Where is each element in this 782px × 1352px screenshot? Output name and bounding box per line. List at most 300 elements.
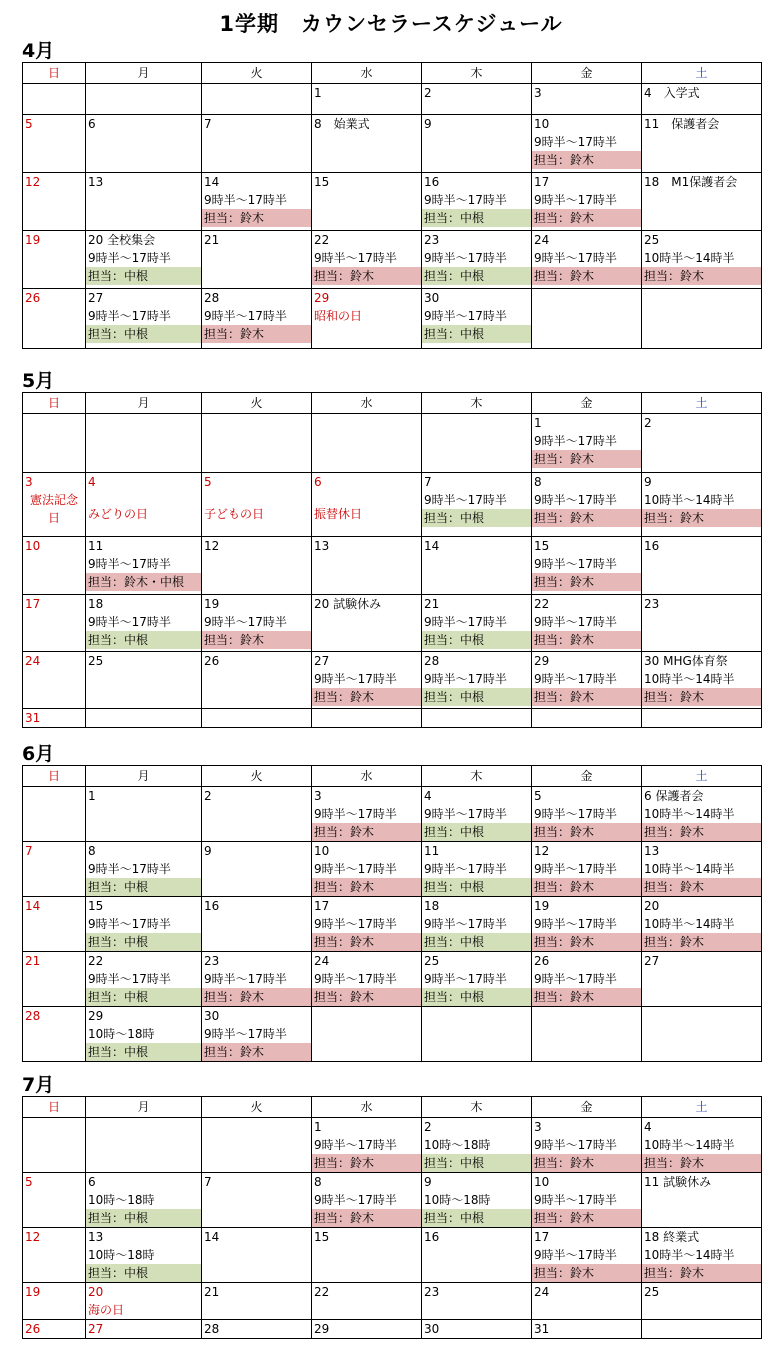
counselor-hours: 9時半～17時半 [204, 309, 287, 323]
day-cell [23, 595, 86, 652]
day-number: 25 [424, 954, 440, 968]
day-number: 7 [204, 117, 212, 131]
counselor-hours: 9時半～17時半 [88, 972, 171, 986]
day-number: 6 保護者会 [644, 789, 704, 803]
weekday-header: 木 [422, 766, 532, 787]
day-number: 10 [25, 539, 41, 553]
day-cell [532, 595, 642, 652]
counselor-assignment: 担当：鈴木 [642, 1154, 761, 1172]
weekday-header: 火 [202, 1097, 312, 1118]
counselor-assignment: 担当：鈴木 [532, 450, 641, 468]
week-row [23, 84, 762, 115]
day-cell [422, 787, 532, 842]
day-cell [312, 1118, 422, 1173]
day-number: 5 [25, 1175, 33, 1189]
weekday-header: 日 [23, 63, 86, 84]
counselor-hours: 9時半～17時半 [424, 615, 507, 629]
counselor-assignment: 担当：鈴木 [312, 878, 421, 896]
day-cell [202, 1007, 312, 1062]
day-cell [312, 595, 422, 652]
counselor-hours: 10時半～14時半 [644, 1248, 735, 1262]
day-cell [532, 1283, 642, 1320]
day-cell [532, 289, 642, 349]
month-block [22, 40, 762, 349]
day-number: 4 [88, 475, 96, 489]
counselor-hours: 10時半～14時半 [644, 493, 735, 507]
counselor-hours: 10時半～14時半 [644, 807, 735, 821]
counselor-assignment: 担当：鈴木 [532, 988, 641, 1006]
weekday-header: 月 [86, 766, 202, 787]
day-cell [422, 84, 532, 115]
counselor-assignment: 担当：中根 [422, 988, 531, 1006]
day-number: 12 [204, 539, 220, 553]
day-number: 26 [25, 1322, 41, 1336]
day-cell [86, 84, 202, 115]
weekday-header: 日 [23, 1097, 86, 1118]
month-label: 7月 [22, 1074, 55, 1096]
day-number: 20 試験休み [314, 597, 382, 611]
day-cell [422, 1118, 532, 1173]
counselor-assignment: 担当：鈴木 [312, 267, 421, 285]
day-cell [532, 842, 642, 897]
day-cell [86, 473, 202, 537]
day-number: 28 [424, 654, 440, 668]
counselor-hours: 9時半～17時半 [534, 807, 617, 821]
counselor-assignment: 担当：鈴木 [532, 933, 641, 951]
month-block [22, 743, 762, 1062]
month-block [22, 1074, 762, 1339]
holiday-label: 海の日 [88, 1303, 125, 1317]
counselor-assignment: 担当：中根 [86, 1264, 201, 1282]
weekday-header: 土 [642, 766, 762, 787]
day-number: 6 [88, 1175, 96, 1189]
week-row [23, 1118, 762, 1173]
counselor-assignment: 担当：中根 [86, 631, 201, 649]
day-cell [422, 173, 532, 231]
counselor-assignment: 担当：鈴木 [532, 151, 641, 169]
weekday-header: 日 [23, 393, 86, 414]
counselor-hours: 10時半～14時半 [644, 251, 735, 265]
day-number: 28 [204, 1322, 220, 1336]
day-number: 27 [314, 654, 330, 668]
day-cell [86, 1007, 202, 1062]
weekday-header: 金 [532, 1097, 642, 1118]
day-number: 11 [424, 844, 440, 858]
day-number: 19 [25, 233, 41, 247]
day-cell [312, 709, 422, 728]
counselor-hours: 9時半～17時半 [204, 193, 287, 207]
day-number: 6 [88, 117, 96, 131]
day-number: 22 [534, 597, 550, 611]
day-number: 11 保護者会 [644, 117, 720, 131]
day-number: 15 [88, 899, 104, 913]
weekday-header: 月 [86, 393, 202, 414]
counselor-assignment: 担当：中根 [422, 1154, 531, 1172]
day-number: 30 [424, 291, 440, 305]
counselor-assignment: 担当：中根 [422, 631, 531, 649]
counselor-assignment: 担当：鈴木 [202, 209, 311, 227]
day-cell [642, 652, 762, 709]
day-cell [202, 652, 312, 709]
day-cell [86, 1173, 202, 1228]
day-cell [422, 537, 532, 595]
day-cell [422, 1173, 532, 1228]
day-cell [532, 173, 642, 231]
counselor-hours: 10時～18時 [88, 1248, 155, 1262]
day-cell [642, 595, 762, 652]
day-cell [23, 231, 86, 289]
counselor-hours: 9時半～17時半 [88, 251, 171, 265]
counselor-hours: 9時半～17時半 [88, 862, 171, 876]
counselor-hours: 9時半～17時半 [534, 972, 617, 986]
day-cell [422, 652, 532, 709]
day-cell [202, 1173, 312, 1228]
day-cell [532, 1173, 642, 1228]
day-cell [23, 952, 86, 1007]
day-number: 24 [534, 1285, 550, 1299]
counselor-hours: 9時半～17時半 [314, 862, 397, 876]
day-number: 1 [314, 1120, 322, 1134]
day-cell [23, 787, 86, 842]
day-number: 18 M1保護者会 [644, 175, 738, 189]
day-number: 24 [314, 954, 330, 968]
day-number: 27 [644, 954, 660, 968]
day-number: 20 [88, 1285, 104, 1299]
counselor-assignment: 担当：鈴木 [532, 688, 641, 706]
day-cell [642, 115, 762, 173]
counselor-assignment: 担当：鈴木 [202, 325, 311, 343]
day-cell [23, 414, 86, 473]
day-cell [532, 414, 642, 473]
day-cell [642, 897, 762, 952]
day-cell [86, 537, 202, 595]
counselor-assignment: 担当：鈴木 [312, 933, 421, 951]
day-number: 2 [424, 1120, 432, 1134]
day-number: 2 [204, 789, 212, 803]
counselor-hours: 10時～18時 [424, 1193, 491, 1207]
day-number: 3 [534, 1120, 542, 1134]
day-cell [312, 897, 422, 952]
counselor-assignment: 担当：中根 [422, 325, 531, 343]
day-cell [642, 537, 762, 595]
weekday-header: 水 [312, 393, 422, 414]
week-row [23, 115, 762, 173]
day-cell [202, 1118, 312, 1173]
day-number: 26 [25, 291, 41, 305]
counselor-hours: 9時半～17時半 [424, 807, 507, 821]
counselor-assignment: 担当：鈴木 [532, 1154, 641, 1172]
day-number: 8 [314, 1175, 322, 1189]
week-row [23, 952, 762, 1007]
day-cell [86, 414, 202, 473]
counselor-assignment: 担当：中根 [422, 209, 531, 227]
day-cell [86, 115, 202, 173]
day-cell [422, 289, 532, 349]
day-cell [202, 897, 312, 952]
day-cell [642, 709, 762, 728]
month-label: 5月 [22, 370, 55, 392]
day-number: 10 [534, 1175, 550, 1189]
day-cell [202, 595, 312, 652]
day-cell [532, 1007, 642, 1062]
day-cell [312, 1173, 422, 1228]
day-cell [202, 842, 312, 897]
day-cell [86, 231, 202, 289]
counselor-assignment: 担当：鈴木 [642, 823, 761, 841]
counselor-assignment: 担当：中根 [422, 823, 531, 841]
day-cell [202, 231, 312, 289]
day-number: 7 [25, 844, 33, 858]
day-cell [532, 709, 642, 728]
counselor-assignment: 担当：鈴木 [642, 1264, 761, 1282]
day-number: 5 [204, 475, 212, 489]
counselor-assignment: 担当：中根 [422, 933, 531, 951]
month-block [22, 370, 762, 728]
day-number: 16 [424, 175, 440, 189]
holiday-label: 昭和の日 [314, 309, 363, 323]
counselor-hours: 10時半～14時半 [644, 672, 735, 686]
day-cell [422, 115, 532, 173]
holiday-label: 憲法記念日 [29, 493, 78, 525]
day-cell [312, 414, 422, 473]
counselor-assignment: 担当：中根 [86, 988, 201, 1006]
day-number: 14 [204, 1230, 220, 1244]
day-cell [422, 595, 532, 652]
day-cell [532, 897, 642, 952]
day-cell [23, 1118, 86, 1173]
day-number: 20 [644, 899, 660, 913]
day-cell [23, 1283, 86, 1320]
day-cell [642, 1320, 762, 1339]
day-cell [23, 537, 86, 595]
weekday-header-row [23, 393, 762, 414]
day-cell [642, 1173, 762, 1228]
day-cell [642, 414, 762, 473]
day-cell [642, 842, 762, 897]
day-cell [202, 1320, 312, 1339]
month-calendar-table [22, 392, 762, 728]
counselor-hours: 9時半～17時半 [88, 557, 171, 571]
day-cell [312, 1283, 422, 1320]
day-number: 5 [534, 789, 542, 803]
day-cell [312, 842, 422, 897]
day-number: 6 [314, 475, 322, 489]
counselor-assignment: 担当：鈴木 [312, 688, 421, 706]
day-cell [642, 1283, 762, 1320]
day-number: 21 [424, 597, 440, 611]
day-number: 28 [25, 1009, 41, 1023]
day-number: 23 [424, 233, 440, 247]
day-cell [532, 115, 642, 173]
week-row [23, 842, 762, 897]
counselor-hours: 9時半～17時半 [534, 1248, 617, 1262]
counselor-assignment: 担当：中根 [86, 1209, 201, 1227]
day-cell [202, 1283, 312, 1320]
day-cell [422, 414, 532, 473]
day-cell [86, 652, 202, 709]
day-number: 25 [644, 1285, 660, 1299]
day-number: 22 [88, 954, 104, 968]
counselor-hours: 9時半～17時半 [534, 672, 617, 686]
day-cell [422, 1320, 532, 1339]
day-number: 8 [88, 844, 96, 858]
day-cell [312, 173, 422, 231]
counselor-assignment: 担当：鈴木 [532, 573, 641, 591]
day-cell [86, 842, 202, 897]
day-cell [202, 115, 312, 173]
counselor-hours: 9時半～17時半 [88, 917, 171, 931]
counselor-assignment: 担当：鈴木 [532, 1209, 641, 1227]
counselor-assignment: 担当：鈴木 [532, 878, 641, 896]
counselor-hours: 10時半～14時半 [644, 862, 735, 876]
day-cell [202, 952, 312, 1007]
day-cell [86, 595, 202, 652]
day-number: 29 [314, 1322, 330, 1336]
week-row [23, 1007, 762, 1062]
day-cell [422, 1283, 532, 1320]
weekday-header-row [23, 63, 762, 84]
counselor-assignment: 担当：鈴木 [642, 688, 761, 706]
counselor-hours: 10時～18時 [424, 1138, 491, 1152]
day-number: 30 MHG体育祭 [644, 654, 728, 668]
counselor-assignment: 担当：鈴木 [312, 1154, 421, 1172]
day-cell [312, 231, 422, 289]
counselor-hours: 9時半～17時半 [424, 193, 507, 207]
day-number: 4 入学式 [644, 86, 700, 100]
counselor-hours: 9時半～17時半 [534, 135, 617, 149]
day-number: 11 試験休み [644, 1175, 712, 1189]
day-number: 19 [204, 597, 220, 611]
day-cell [86, 952, 202, 1007]
day-number: 28 [204, 291, 220, 305]
counselor-hours: 9時半～17時半 [424, 251, 507, 265]
day-cell [312, 1320, 422, 1339]
counselor-assignment: 担当：鈴木 [312, 823, 421, 841]
weekday-header: 火 [202, 393, 312, 414]
counselor-hours: 9時半～17時半 [534, 1193, 617, 1207]
weekday-header: 月 [86, 63, 202, 84]
day-cell [642, 1007, 762, 1062]
day-number: 31 [534, 1322, 550, 1336]
day-number: 9 [644, 475, 652, 489]
counselor-assignment: 担当：中根 [422, 267, 531, 285]
day-cell [23, 1320, 86, 1339]
day-cell [422, 897, 532, 952]
day-number: 20 全校集会 [88, 233, 156, 247]
day-cell [312, 84, 422, 115]
day-cell [312, 652, 422, 709]
weekday-header: 土 [642, 63, 762, 84]
counselor-hours: 9時半～17時半 [204, 615, 287, 629]
counselor-hours: 9時半～17時半 [88, 615, 171, 629]
week-row [23, 173, 762, 231]
week-row [23, 414, 762, 473]
counselor-hours: 9時半～17時半 [534, 434, 617, 448]
weekday-header: 水 [312, 766, 422, 787]
day-number: 26 [204, 654, 220, 668]
day-number: 31 [25, 711, 41, 725]
day-number: 2 [424, 86, 432, 100]
day-cell [422, 952, 532, 1007]
day-number: 3 [314, 789, 322, 803]
day-number: 8 始業式 [314, 117, 370, 131]
counselor-hours: 9時半～17時半 [424, 917, 507, 931]
day-number: 7 [424, 475, 432, 489]
day-cell [532, 473, 642, 537]
day-cell [202, 709, 312, 728]
day-number: 1 [314, 86, 322, 100]
weekday-header: 月 [86, 1097, 202, 1118]
day-cell [532, 231, 642, 289]
day-cell [202, 537, 312, 595]
week-row [23, 787, 762, 842]
day-number: 23 [644, 597, 660, 611]
holiday-label: みどりの日 [88, 507, 149, 521]
counselor-hours: 9時半～17時半 [314, 807, 397, 821]
day-cell [422, 842, 532, 897]
counselor-hours: 9時半～17時半 [88, 309, 171, 323]
counselor-assignment: 担当：鈴木 [532, 209, 641, 227]
day-number: 1 [534, 416, 542, 430]
day-cell [202, 787, 312, 842]
day-number: 22 [314, 233, 330, 247]
day-number: 11 [88, 539, 104, 553]
day-cell [86, 1320, 202, 1339]
day-cell [312, 289, 422, 349]
day-cell [312, 1007, 422, 1062]
day-cell [23, 173, 86, 231]
day-cell [532, 537, 642, 595]
week-row [23, 473, 762, 537]
day-cell [642, 289, 762, 349]
day-number: 13 [88, 1230, 104, 1244]
day-cell [642, 952, 762, 1007]
weekday-header: 火 [202, 766, 312, 787]
day-cell [23, 842, 86, 897]
day-cell [23, 897, 86, 952]
counselor-assignment: 担当：中根 [86, 878, 201, 896]
counselor-assignment: 担当：中根 [422, 878, 531, 896]
day-cell [422, 709, 532, 728]
day-number: 8 [534, 475, 542, 489]
day-number: 19 [534, 899, 550, 913]
day-number: 17 [25, 597, 41, 611]
counselor-hours: 9時半～17時半 [534, 1138, 617, 1152]
weekday-header: 水 [312, 63, 422, 84]
day-cell [86, 897, 202, 952]
counselor-hours: 9時半～17時半 [534, 615, 617, 629]
day-number: 21 [204, 233, 220, 247]
month-calendar-table [22, 62, 762, 349]
day-cell [642, 84, 762, 115]
counselor-assignment: 担当：鈴木 [642, 878, 761, 896]
counselor-assignment: 担当：中根 [422, 688, 531, 706]
counselor-assignment: 担当：中根 [86, 267, 201, 285]
month-calendar-table [22, 1096, 762, 1339]
day-number: 21 [25, 954, 41, 968]
day-number: 9 [424, 1175, 432, 1189]
day-number: 24 [25, 654, 41, 668]
day-number: 15 [534, 539, 550, 553]
day-number: 2 [644, 416, 652, 430]
week-row [23, 537, 762, 595]
weekday-header: 木 [422, 393, 532, 414]
day-number: 30 [204, 1009, 220, 1023]
counselor-hours: 10時半～14時半 [644, 1138, 735, 1152]
day-cell [312, 1228, 422, 1283]
week-row [23, 1228, 762, 1283]
counselor-hours: 9時半～17時半 [534, 862, 617, 876]
